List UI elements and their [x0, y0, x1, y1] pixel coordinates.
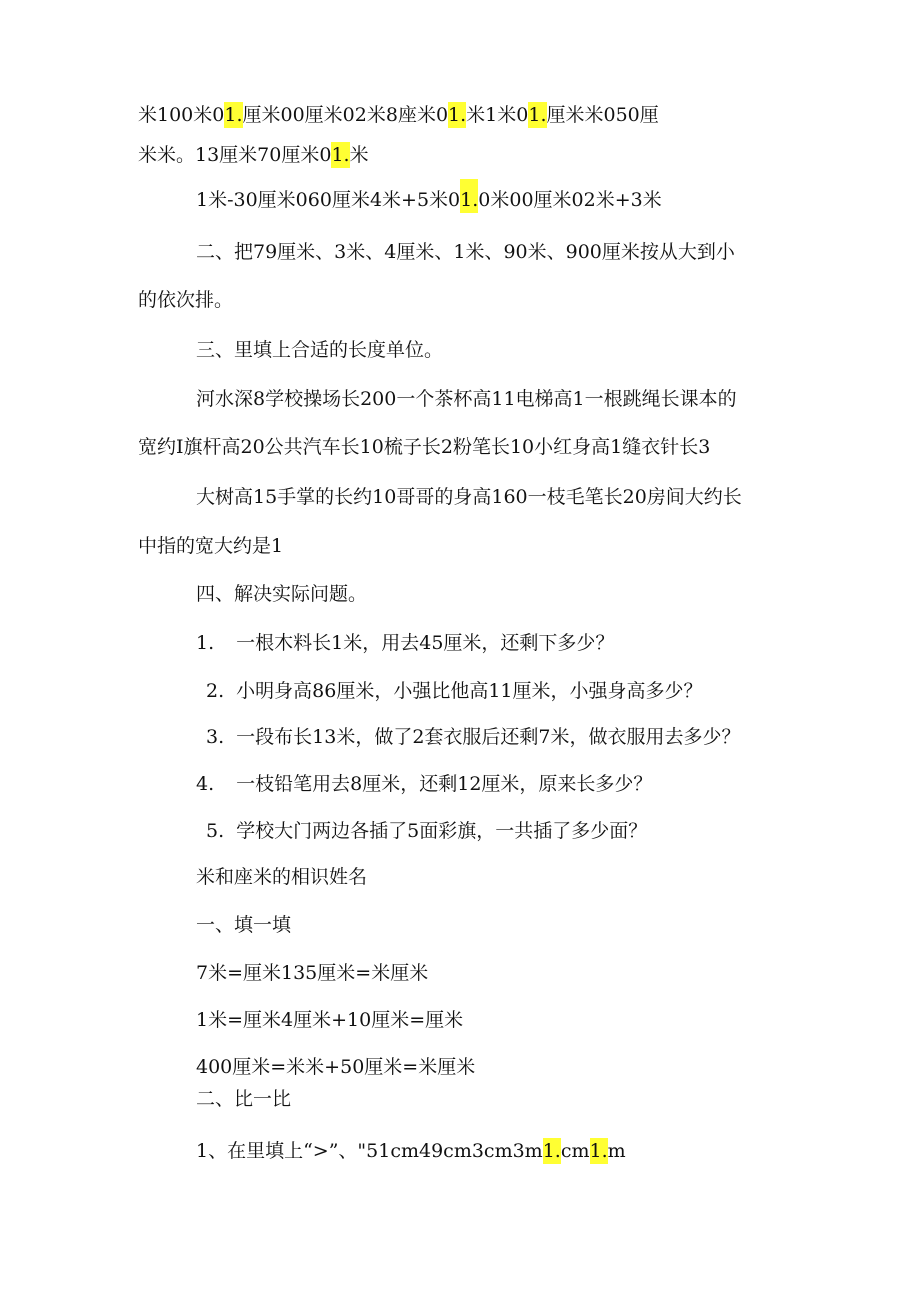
text-line-9: 大树高15手掌的长约10哥哥的身高160一枝毛笔长20房间大约长	[196, 486, 742, 508]
question-number: 4.	[196, 773, 215, 795]
question-5	[206, 818, 647, 844]
text-line-20: 1米=厘米4厘米+10厘米=厘米	[196, 1009, 464, 1031]
question-number: 5.	[206, 820, 225, 842]
question-1	[196, 630, 614, 656]
highlight-mark: 1.	[542, 1140, 561, 1162]
text-segment: 1、在里填上“>”、"51cm49cm3cm3m	[196, 1140, 543, 1162]
section-heading-4: 四、解决实际问题。	[196, 583, 368, 605]
worksheet-title: 米和座米的相识姓名	[196, 866, 368, 888]
question-number: 2.	[206, 680, 225, 702]
text-line-3	[196, 187, 662, 213]
text-segment: 1米-30厘米060厘米4米+5米0	[196, 189, 461, 211]
section-heading-2: 二、把79厘米、3米、4厘米、1米、90米、900厘米按从大到小	[196, 241, 735, 263]
section-heading-compare: 二、比一比	[196, 1088, 292, 1110]
text-line-7: 河水深8学校操场长200一个茶杯高11电梯高1一根跳绳长课本的	[196, 388, 737, 410]
highlight-mark: 1.	[589, 1140, 608, 1162]
highlight-mark: 1.	[448, 104, 467, 126]
text-line-19: 7米=厘米135厘米=米厘米	[196, 962, 429, 984]
text-line-23	[196, 1138, 626, 1164]
text-segment: 米1米0	[466, 104, 529, 126]
text-segment: 厘米米050厘	[546, 104, 659, 126]
question-2	[206, 678, 703, 704]
text-segment: 米	[349, 144, 369, 166]
highlight-mark: 1.	[331, 144, 350, 166]
question-text: 一根木料长1米，用去45厘米，还剩下多少？	[236, 632, 615, 654]
text-segment: 厘米00厘米02米8座米0	[242, 104, 449, 126]
text-segment: m	[607, 1140, 626, 1162]
text-line-10: 中指的宽大约是1	[138, 535, 284, 557]
text-line-2	[138, 142, 369, 168]
highlight-mark: 1.	[460, 179, 478, 213]
text-segment: 米米。13厘米70厘米0	[138, 144, 332, 166]
question-4	[196, 771, 652, 797]
question-text: 一枝铅笔用去8厘米，还剩12厘米，原来长多少？	[236, 773, 653, 795]
question-number: 1.	[196, 632, 215, 654]
text-line-21: 400厘米=米米+50厘米=米厘米	[196, 1056, 476, 1078]
text-segment: cm	[560, 1140, 590, 1162]
text-segment: 米100米0	[138, 104, 225, 126]
highlight-mark: 1.	[528, 104, 547, 126]
question-text: 一段布长13米，做了2套衣服后还剩7米，做衣服用去多少？	[236, 726, 741, 748]
section-heading-3: 三、里填上合适的长度单位。	[196, 339, 444, 361]
question-text: 学校大门两边各插了5面彩旗，一共插了多少面？	[236, 820, 648, 842]
section-heading-fill: 一、填一填	[196, 914, 292, 936]
highlight-mark: 1.	[224, 104, 243, 126]
question-text: 小明身高86厘米，小强比他高11厘米，小强身高多少？	[236, 680, 703, 702]
text-segment: 0米00厘米02米+3米	[478, 189, 662, 211]
question-3	[206, 724, 741, 750]
text-line-8: 宽约I旗杆高20公共汽车长10梳子长2粉笔长10小红身高1缝衣针长3	[138, 436, 711, 458]
text-line-1	[138, 102, 659, 128]
text-line-5: 的依次排。	[138, 289, 234, 311]
question-number: 3.	[206, 726, 225, 748]
